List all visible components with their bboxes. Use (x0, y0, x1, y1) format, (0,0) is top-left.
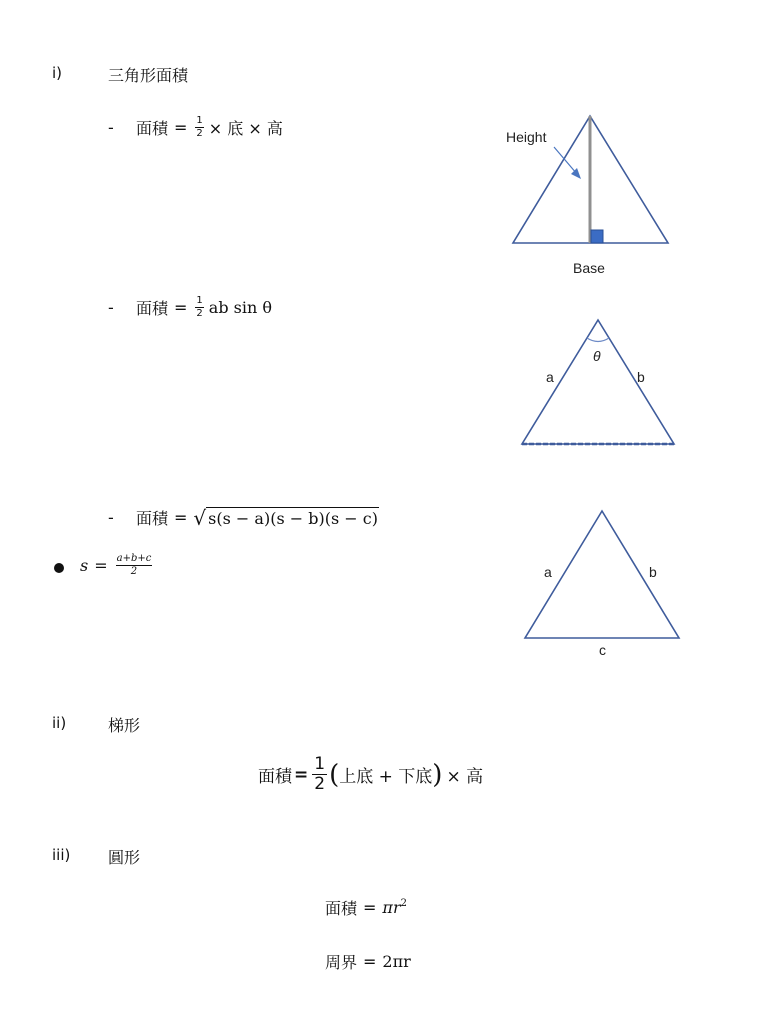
fraction-numerator: 1 (196, 295, 203, 306)
formula-lhs: 周界 (325, 953, 358, 972)
right-angle-marker (591, 230, 603, 243)
semi-perimeter-fraction (116, 554, 153, 577)
dash-marker: - (108, 118, 114, 137)
equals-sign: = (174, 118, 188, 137)
dash-marker: - (108, 298, 114, 317)
s-definition (80, 554, 154, 577)
bullet-point (54, 563, 64, 573)
base-label: Base (573, 260, 605, 276)
section-number-2: ii) (52, 714, 67, 732)
radicand: s(s − a)(s − b)(s − c) (208, 509, 378, 528)
side-a-label: a (544, 564, 552, 580)
formula-circle-perimeter (325, 950, 411, 973)
area-exponent: 2 (400, 898, 407, 909)
formula-lhs: 面積 (136, 119, 169, 138)
formula-rest: × 高 (446, 767, 484, 787)
fraction-numerator: 1 (196, 115, 203, 126)
side-b-label: b (649, 564, 657, 580)
s-symbol: s (80, 556, 89, 575)
height-arrow-head (571, 168, 581, 179)
angle-label: θ (593, 348, 601, 364)
triangle-angle-diagram (506, 310, 686, 460)
equals-sign: = (363, 898, 377, 917)
dash-marker: - (108, 508, 114, 527)
radical-sign: √ (193, 506, 207, 530)
right-parenthesis: ) (432, 759, 443, 790)
fraction-numerator: 1 (314, 754, 326, 774)
fraction-half (195, 296, 203, 319)
section-title-trapezium: 梯形 (108, 716, 141, 735)
perimeter-expression: 2πr (382, 952, 411, 971)
fraction-denominator: 2 (314, 774, 326, 794)
section-number-1: i) (52, 64, 63, 82)
formula-lhs: 面積 (258, 767, 292, 787)
fraction-numerator: a+b+c (116, 553, 152, 564)
formula-rest: × 底 × 高 (208, 119, 283, 138)
formula-trapezium-area (258, 756, 483, 793)
fraction-half (312, 756, 327, 793)
formula-lhs: 面積 (325, 899, 358, 918)
side-b-label: b (637, 369, 645, 385)
formula-inner: 上底 + 下底 (339, 767, 433, 787)
square-root (193, 507, 379, 528)
equals-sign: = (174, 298, 188, 317)
left-parenthesis: ( (329, 759, 340, 790)
side-c-label: c (599, 642, 606, 658)
angle-arc (587, 338, 609, 342)
triangle-outline (522, 320, 674, 444)
fraction-denominator: 2 (196, 128, 203, 139)
fraction-half (195, 116, 203, 139)
triangle-height-base-diagram (496, 104, 686, 284)
section-title-circle: 圓形 (108, 848, 141, 867)
section-number-3: iii) (52, 846, 71, 864)
section-title-triangle: 三角形面積 (108, 66, 189, 85)
fraction-denominator: 2 (130, 566, 138, 577)
formula-heron (108, 506, 379, 529)
formula-rest: ab sin θ (208, 298, 273, 317)
formula-lhs: 面積 (136, 509, 169, 528)
fraction-denominator: 2 (196, 308, 203, 319)
triangle-three-sides-diagram (506, 500, 696, 666)
formula-area-half-base-height (108, 116, 283, 139)
equals-sign: = (94, 556, 108, 575)
formula-area-ab-sin (108, 296, 272, 319)
equals-sign: = (294, 764, 309, 785)
equals-sign: = (174, 508, 188, 527)
formula-circle-area (325, 896, 407, 919)
equals-sign: = (363, 952, 377, 971)
area-expression: πr (382, 898, 401, 917)
side-a-label: a (546, 369, 554, 385)
height-label: Height (506, 129, 547, 145)
formula-lhs: 面積 (136, 299, 169, 318)
